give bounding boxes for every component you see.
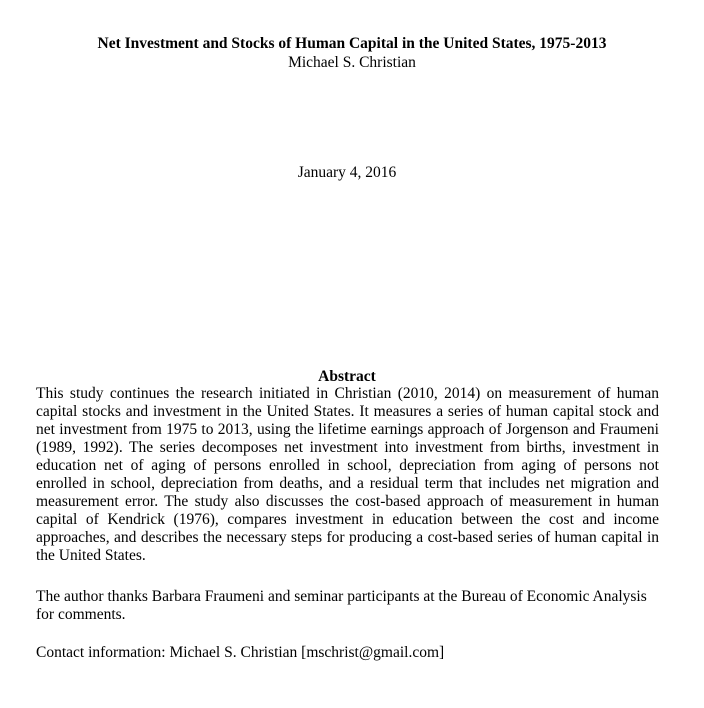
paper-date: January 4, 2016 (297, 164, 397, 181)
abstract-heading: Abstract (318, 368, 376, 385)
paper-title: Net Investment and Stocks of Human Capital in the United States, 1975-2013 (97, 35, 607, 52)
abstract-text: This study continues the research initiated in Christian (2010, 2014) on measurement of human capital stocks and investment in the United States. It measures a series of human capital stock and net investment from 1975 to 2013, using the lifetime earnings approach of Jorgenson and Fraumeni (1989, 1992). The series decomposes net investment into investment from births, investment in education net of aging of persons enrolled in school, depreciation from aging of persons not enrolled in school, depreciation from deaths, and a residual term that includes net migration and measurement error. The study also discusses the cost-based approach of measurement in human capital of Kendrick (1976), compares investment in education between the cost and income approaches, and describes the necessary steps for producing a cost-based series of human capital in the United States. (36, 385, 659, 564)
contact-information: Contact information: Michael S. Christian [mschrist@gmail.com] (36, 644, 445, 661)
acknowledgment-text: The author thanks Barbara Fraumeni and seminar participants at the Bureau of Economic Analysis for comments. (36, 588, 647, 623)
paper-author: Michael S. Christian (288, 54, 416, 71)
